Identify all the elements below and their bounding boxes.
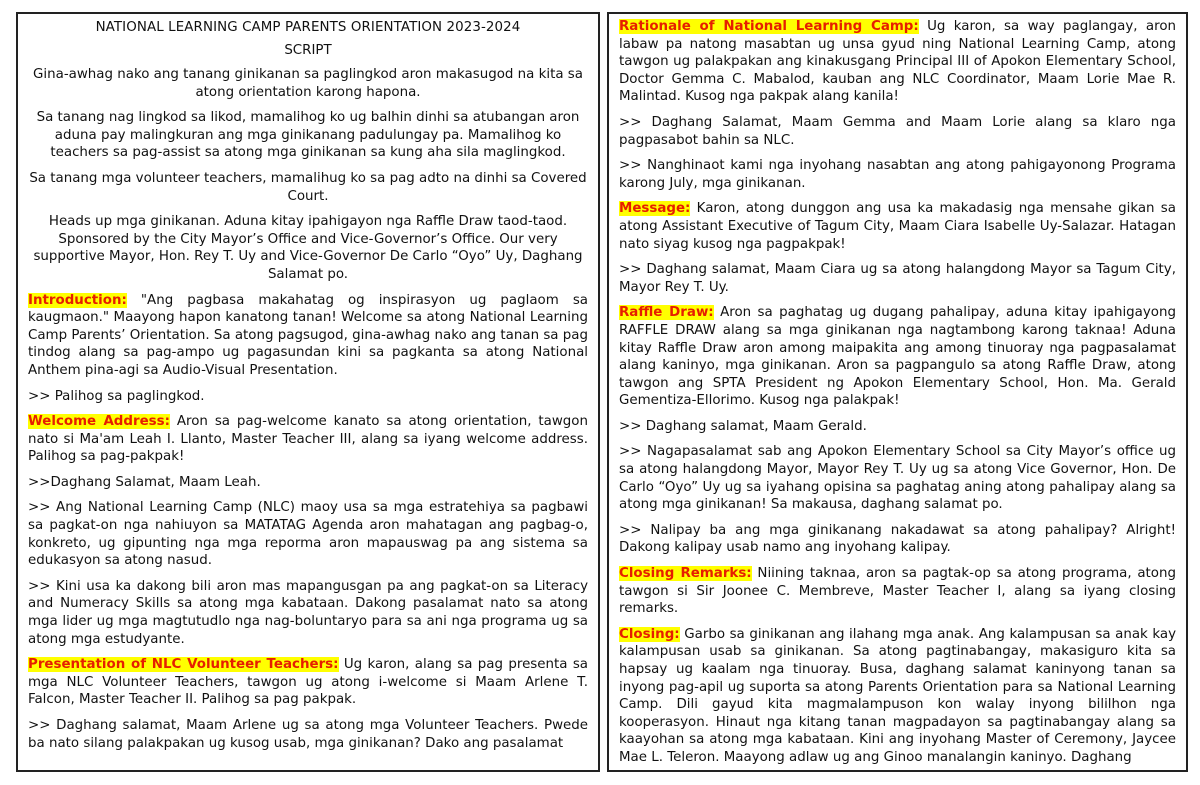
left-page [16, 12, 600, 772]
closing-text: Garbo sa ginikanan ang ilahang mga anak. Ang kalampusan sa anak kay kalampusan usab sa ginikanan. Sa atong pagtinabangay, makasiguro kita sa hapsay ug kaalam nga tinuoray. Busa, daghang salamat kaninyong tanan sa inyong pag-apil ug suporta sa atong Parents Orientation para sa National Learning Camp. Dili gayud kita magmalampuson kon walay inyong bililhon nga kooperasyon. Hinaut nga kitang tanan magpadayon sa pagtinabangay alang sa kaayohan sa atong mga kabataan. Kini ang inyohang Master of Ceremony, Jaycee Mae L. Teleron. Maayong adlaw ug ang Ginoo manalangin kaninyo. Daghang [619, 626, 1176, 765]
closing-section [619, 626, 1176, 767]
raffle-section [619, 304, 1176, 410]
gerald-thanks-line: >> Daghang salamat, Maam Gerald. [619, 418, 867, 434]
closing-remarks-section [619, 565, 1176, 618]
closing-remarks-heading: Closing Remarks: [619, 566, 752, 582]
message-text: Karon, atong dunggon ang usa ka makadasig nga mensahe gikan sa atong Assistant Executive of Tagum City, Maam Ciara Isabelle Uy-Salazar. Hatagan nato siyag kusog nga pagpakpak! [619, 201, 1176, 252]
presentation-section [28, 656, 588, 709]
introduction-text: "Ang pagbasa makahatag og inspirasyon ug paglaom sa kaugmaon." Maayong hapon kanatong tanan! Welcome sa atong National Learning Camp Parents’ Orientation. Sa atong pagsugod, gina-awhag nako ang tanan sa pag tindog alang sa pag-ampo ug pagasundan kini sa pagkanta sa atong National Anthem pina-agi sa Audio-Visual Presentation. [28, 292, 588, 378]
welcome-text: Aron sa pag-welcome kanato sa atong orientation, tawgon nato si Ma'am Leah I. Llanto, Master Teacher III, alang sa iyang welcome address. Palihog sa pag-pakpak! [28, 414, 588, 465]
closing-remarks-text: Niining taknaa, aron sa pagtak-op sa atong programa, atong tawgon si Sir Joonee C. Membreve, Master Teacher I, alang sa iyang closing remarks. [619, 566, 1176, 617]
right-page [607, 12, 1188, 772]
nlc-paragraph-2: >> Kini usa ka dakong bili aron mas mapangusgan pa ang pagkat-on sa Literacy and Numeracy Skills sa atong mga kabataan. Dakong pasalamat nato sa atong mga lider ug mga magtutudlo nga nag-boluntaryo para sa ani nga programa ug sa atong mga estudyante. [28, 578, 588, 647]
ciara-thanks-line: >> Daghang salamat, Maam Ciara ug sa atong halangdong Mayor sa Tagum City, Mayor Rey T. Uy. [619, 262, 1176, 295]
welcome-section [28, 413, 588, 466]
leah-thanks-line: >>Daghang Salamat, Maam Leah. [28, 474, 261, 490]
intro-paragraph-2: Sa tanang nag lingkod sa likod, mamalihog ko ug balhin dinhi sa atubangan aron aduna pay malingkuran ang mga ginikanang padulungay pa. Mamalihog ko teachers sa pag-assist sa atong mga ginikanan sa kung aha sila maglingkod. [36, 110, 580, 161]
introduction-section [28, 292, 588, 380]
palihog-line: >> Palihog sa paglingkod. [28, 388, 205, 404]
mayor-thanks-line: >> Nagapasalamat sab ang Apokon Elementary School sa City Mayor’s office ug sa atong halangdong Mayor, Mayor Rey T. Uy ug sa atong Vice Governor, Hon. De Carlo “Oyo” Uy ug sa iyahang opisina sa paghatag aning atong pahalipay alang sa atong mga ginikanan! Sa makausa, daghang salamat po. [619, 444, 1176, 513]
nlc-paragraph-1: >> Ang National Learning Camp (NLC) maoy usa sa mga estratehiya sa pagbawi sa pagkat-on nga nahiuyon sa MATATAG Agenda aron mahatagan ang pagbag-o, konkreto, ug gipunting nga mga reporma aron mapauswag pa ang sistema sa edukasyon sa atong nasud. [28, 500, 588, 569]
nalipay-line: >> Nalipay ba ang mga ginikanang nakadawat sa atong pahalipay? Alright! Dakong kalipay usab namo ang inyohang kalipay. [619, 522, 1176, 556]
rationale-heading: Rationale of National Learning Camp: [619, 19, 919, 34]
rationale-text: Ug karon, sa way paglangay, aron labaw pa natong masabtan ug unsa gyud ning National Learning Camp, atong tawgon ug palakpakan ang kinakusgang Principal III of Apokon Elementary School, Doctor Gemma C. Mabalod, kauban ang NLC Coordinator, Maam Lorie Mae R. Malintad. Kusog nga pakpak alang kanila! [619, 19, 1177, 105]
introduction-heading: Introduction: [28, 292, 127, 308]
gemma-thanks-line: >> Daghang Salamat, Maam Gemma and Maam Lorie alang sa klaro nga pagpasabot bahin sa NLC. [619, 114, 1176, 148]
closing-heading: Closing: [619, 626, 680, 642]
document-subtitle: SCRIPT [284, 43, 332, 58]
message-section [619, 200, 1176, 253]
message-heading: Message: [619, 201, 691, 217]
intro-paragraph-4: Heads up mga ginikanan. Aduna kitay ipahigayon nga Raffle Draw taod-taod. Sponsored by the City Mayor’s Office and Vice-Governor’s Office. Our very supportive Mayor, Hon. Rey T. Uy and Vice-Governor De Carlo “Oyo” Uy, Daghang Salamat po. [33, 214, 583, 282]
presentation-text: Ug karon, alang sa pag presenta sa mga NLC Volunteer Teachers, tawgon ug atong i-welcome si Maam Arlene T. Falcon, Master Teacher II. Palihog sa pag pakpak. [28, 657, 589, 708]
presentation-heading: Presentation of NLC Volunteer Teachers: [28, 657, 339, 673]
arlene-thanks-line: >> Daghang salamat, Maam Arlene ug sa atong mga Volunteer Teachers. Pwede ba nato silang palakpakan ug kusog usab, mga ginikanan? Dako ang pasalamat [28, 718, 588, 751]
raffle-text: Aron sa paghatag ug dugang pahalipay, aduna kitay ipahigayong RAFFLE DRAW alang sa mga ginikanan nga nagtambong karong taknaa! Aduna kitay Raffle Draw aron among maipakita ang among tinuoray nga pagpasalamat alang kaninyo, mga ginikanan. Aron sa pagpangulo sa atong Raffle Draw, atong tawgon ang SPTA President ng Apokon Elementary School, Hon. Ma. Gerald Gementiza-Ellorimo. Kusog nga palakpak! [619, 305, 1176, 409]
document-title: NATIONAL LEARNING CAMP PARENTS ORIENTATION 2023-2024 [95, 20, 521, 35]
rationale-section [619, 18, 1176, 106]
raffle-heading: Raffle Draw: [619, 305, 714, 321]
july-program-line: >> Nanghinaot kami nga inyohang nasabtan ang atong pahigayonong Programa karong July, mga ginikanan. [619, 158, 1176, 191]
intro-paragraph-1: Gina-awhag nako ang tanang ginikanan sa paglingkod aron makasugod na kita sa atong orientation karong hapona. [33, 67, 583, 100]
intro-paragraph-3: Sa tanang mga volunteer teachers, mamalihug ko sa pag adto na dinhi sa Covered Court. [29, 170, 587, 204]
welcome-heading: Welcome Address: [28, 414, 170, 430]
